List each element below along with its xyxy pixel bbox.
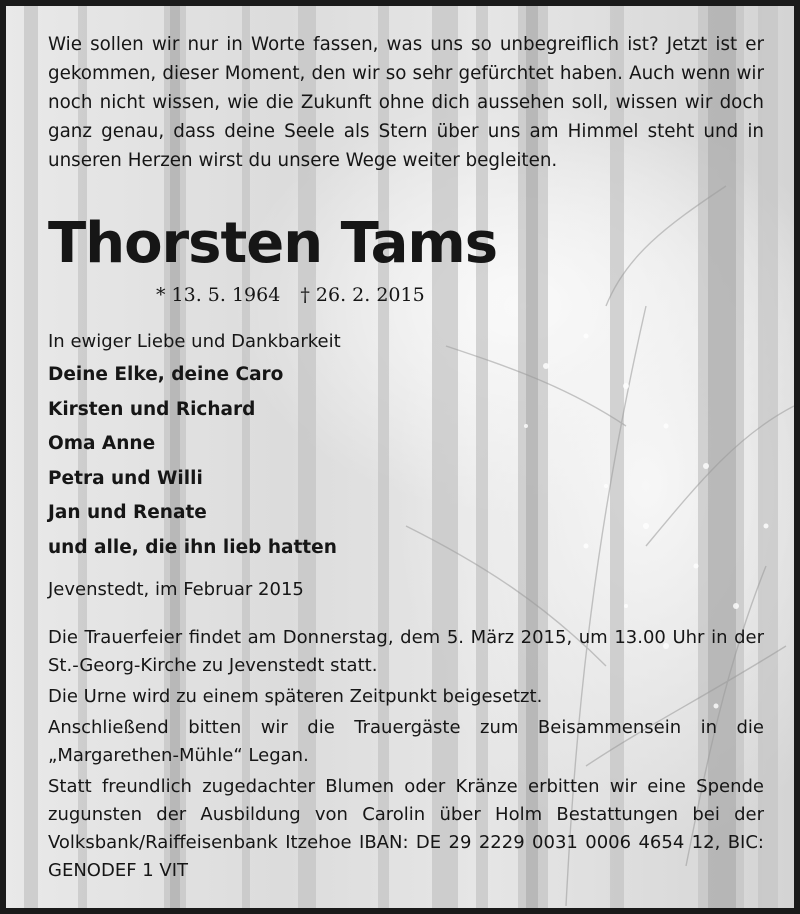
- mourner-name: Oma Anne: [48, 433, 156, 454]
- deceased-name: Thorsten Tams: [48, 211, 498, 276]
- intro-poem: Wie sollen wir nur in Worte fassen, was uns so unbegreiflich ist? Jetzt ist er gekommen, dieser Moment, den wir so sehr gefürchtet haben. Auch wenn wir noch nicht wissen, wie die Zukunft ohne dich aussehen soll, wissen wir doch ganz genau, dass deine Seele als Stern über uns am Himmel steht und in unseren Herzen wirst du unsere Wege weiter begleiten.: [48, 34, 764, 171]
- life-dates: [156, 280, 439, 310]
- mourner-name: Petra und Willi: [48, 467, 203, 489]
- urn-burial-notice: Die Urne wird zu einem späteren Zeitpunkt beigesetzt.: [48, 686, 543, 707]
- donation-notice: Statt freundlich zugedachter Blumen oder Kränze erbitten wir eine Spende zugunsten der Ausbildung von Carolin über Holm Bestattungen bei der Volksbank/Raiffeisenbank Itzehoe IBAN: DE 29 2229 0031 0006 4654 12, BIC: GENODEF 1 VIT: [48, 776, 764, 881]
- mourners-list: [48, 358, 337, 565]
- funeral-notices: [48, 624, 764, 888]
- birth-date: * 13. 5. 1964: [156, 284, 281, 306]
- love-line: In ewiger Liebe und Dankbarkeit: [48, 331, 341, 352]
- obituary-content: [6, 6, 794, 908]
- mourner-name: Deine Elke, deine Caro: [48, 364, 284, 385]
- death-date: † 26. 2. 2015: [300, 284, 425, 306]
- mourner-name: und alle, die ihn lieb hatten: [48, 536, 337, 558]
- funeral-service-notice: Die Trauerfeier findet am Donnerstag, dem 5. März 2015, um 13.00 Uhr in der St.-Georg-Kirche zu Jevenstedt statt.: [48, 627, 764, 676]
- gathering-notice: Anschließend bitten wir die Trauergäste zum Beisammensein in die „Margarethen-Mühle“ Legan.: [48, 717, 764, 766]
- place-date: Jevenstedt, im Februar 2015: [48, 579, 304, 600]
- mourner-name: Jan und Renate: [48, 502, 207, 523]
- mourner-name: Kirsten und Richard: [48, 398, 256, 420]
